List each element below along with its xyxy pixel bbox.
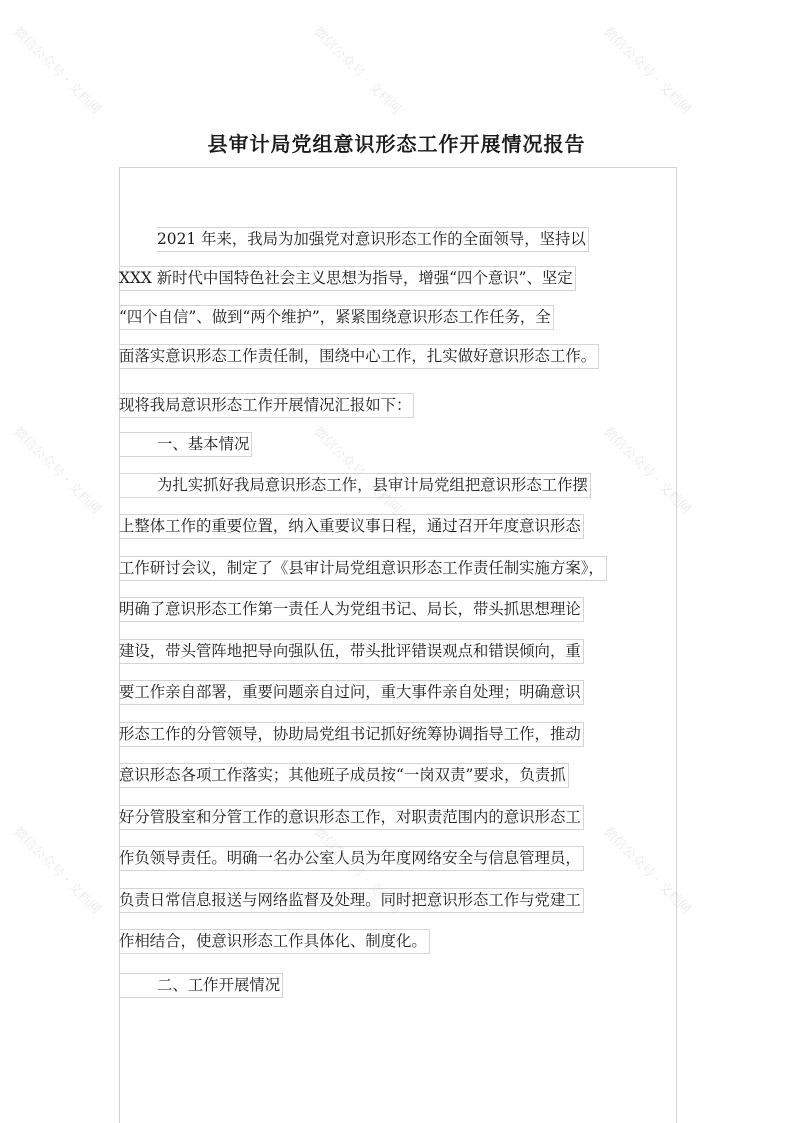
paragraph-line: 好分管股室和分管工作的意识形态工作，对职责范围内的意识形态工 bbox=[119, 805, 584, 830]
paragraph-line: 要工作亲自部署，重要问题亲自过问，重大事件亲自处理；明确意识 bbox=[119, 680, 584, 705]
watermark-text: 微信公众号 · 文档网 bbox=[310, 824, 404, 918]
watermark-text: 微信公众号 · 文档网 bbox=[600, 24, 694, 118]
watermark-text: 微信公众号 · 文档网 bbox=[600, 424, 694, 518]
watermark-text: 微信公众号 · 文档网 bbox=[310, 24, 404, 118]
section-heading: 一、基本情况 bbox=[119, 432, 252, 457]
paragraph-line: 现将我局意识形态工作开展情况汇报如下： bbox=[119, 393, 414, 418]
watermark-text: 微信公众号 · 文档网 bbox=[600, 824, 694, 918]
paragraph-line: 作负领导责任。明确一名办公室人员为年度网络安全与信息管理员， bbox=[119, 846, 584, 871]
paragraph-line: XXX 新时代中国特色社会主义思想为指导，增强“四个意识”、坚定 bbox=[119, 266, 576, 291]
paragraph-line: 面落实意识形态工作责任制，围绕中心工作，扎实做好意识形态工作。 bbox=[119, 344, 599, 369]
paragraph-line: 工作研讨会议，制定了《县审计局党组意识形态工作责任制实施方案》， bbox=[119, 556, 607, 581]
paragraph-line: 2021 年来，我局为加强党对意识形态工作的全面领导，坚持以 bbox=[157, 227, 589, 252]
paragraph-line: “四个自信”、做到“两个维护”，紧紧围绕意识形态工作任务，全 bbox=[119, 305, 554, 330]
watermark-text: 微信公众号 · 文档网 bbox=[310, 424, 404, 518]
document-title: 县审计局党组意识形态工作开展情况报告 bbox=[207, 132, 586, 156]
watermark-text: 微信公众号 · 文档网 bbox=[10, 824, 104, 918]
paragraph-line: 建设，带头管阵地把导向强队伍，带头批评错误观点和错误倾向，重 bbox=[119, 639, 584, 664]
paragraph-line: 明确了意识形态工作第一责任人为党组书记、局长，带头抓思想理论 bbox=[119, 597, 584, 622]
paragraph-line: 为扎实抓好我局意识形态工作，县审计局党组把意识形态工作摆 bbox=[119, 473, 591, 498]
paragraph-line: 上整体工作的重要位置，纳入重要议事日程，通过召开年度意识形态 bbox=[119, 514, 584, 539]
paragraph-line: 作相结合，使意识形态工作具体化、制度化。 bbox=[119, 929, 430, 954]
section-heading: 二、工作开展情况 bbox=[119, 973, 283, 998]
paragraph-line: 负责日常信息报送与网络监督及处理。同时把意识形态工作与党建工 bbox=[119, 888, 584, 913]
paragraph-line: 形态工作的分管领导，协助局党组书记抓好统筹协调指导工作，推动 bbox=[119, 722, 584, 747]
paragraph-line: 意识形态各项工作落实；其他班子成员按“一岗双责”要求，负责抓 bbox=[119, 763, 569, 788]
watermark-text: 微信公众号 · 文档网 bbox=[10, 24, 104, 118]
watermark-text: 微信公众号 · 文档网 bbox=[10, 424, 104, 518]
